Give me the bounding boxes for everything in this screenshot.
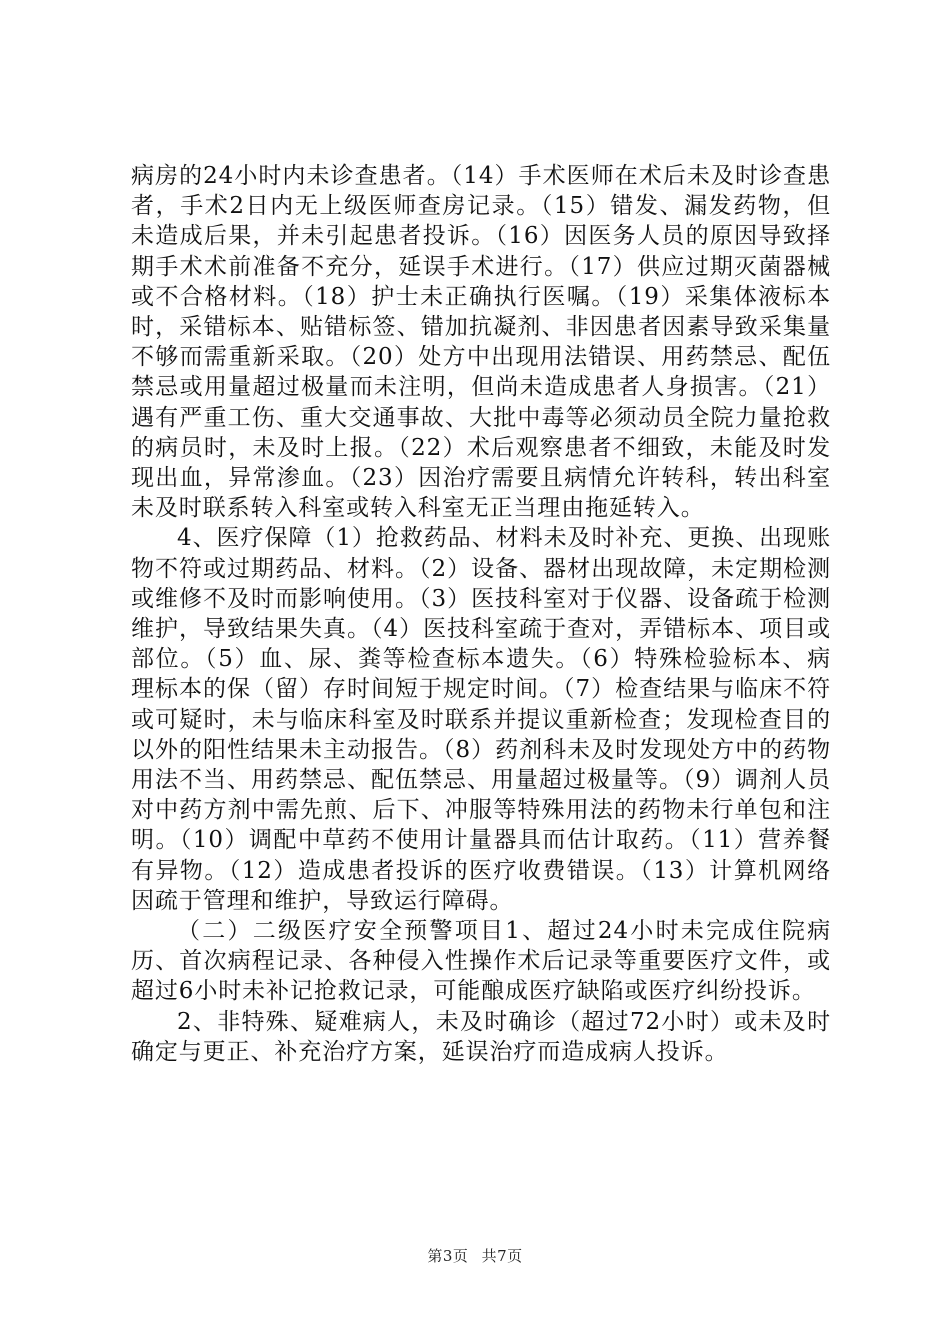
paragraph-1: 病房的24小时内未诊查患者。（14）手术医师在术后未及时诊查患者，手术2日内无上级医师查房记录。（15）错发、漏发药物，但未造成后果，并未引起患者投诉。（16）因医务人员的原因导致择期手术术前准备不充分，延误手术进行。（17）供应过期灭菌器械或不合格材料。（18）护士未正确执行医嘱。（19）采集体液标本时，采错标本、贴错标签、错加抗凝剂、非因患者因素导致采集量不够而需重新采取。（20）处方中出现用法错误、用药禁忌、配伍禁忌或用量超过极量而未注明，但尚未造成患者人身损害。（21）遇有严重工伤、重大交通事故、大批中毒等必须动员全院力量抢救的病员时，未及时上报。（22）术后观察患者不细致，未能及时发现出血，异常渗血。（23）因治疗需要且病情允许转科，转出科室未及时联系转入科室或转入科室无正当理由拖延转入。 <box>131 163 831 522</box>
paragraph-3: （二）二级医疗安全预警项目1、超过24小时未完成住院病历、首次病程记录、各种侵入性操作术后记录等重要医疗文件，或超过6小时未补记抢救记录，可能酿成医疗缺陷或医疗纠纷投诉。 <box>131 918 831 1005</box>
paragraph-2: 4、医疗保障（1）抢救药品、材料未及时补充、更换、出现账物不符或过期药品、材料。（2）设备、器材出现故障，未定期检测或维修不及时而影响使用。（3）医技科室对于仪器、设备疏于检测维护，导致结果失真。（4）医技科室疏于查对，弄错标本、项目或部位。（5）血、尿、粪等检查标本遗失。（6）特殊检验标本、病理标本的保（留）存时间短于规定时间。（7）检查结果与临床不符或可疑时，未与临床科室及时联系并提议重新检查；发现检查目的以外的阳性结果未主动报告。（8）药剂科未及时发现处方中的药物用法不当、用药禁忌、配伍禁忌、用量超过极量等。（9）调剂人员对中药方剂中需先煎、后下、冲服等特殊用法的药物未行单包和注明。（10）调配中草药不使用计量器具而估计取药。（11）营养餐有异物。（12）造成患者投诉的医疗收费错误。（13）计算机网络因疏于管理和维护，导致运行障碍。 <box>131 525 831 914</box>
page-footer <box>0 1245 950 1266</box>
document-body <box>131 161 831 1067</box>
page-number: 第3页 <box>427 1247 469 1265</box>
paragraph-4: 2、非特殊、疑难病人，未及时确诊（超过72小时）或未及时确定与更正、补充治疗方案，延误治疗而造成病人投诉。 <box>131 1008 831 1065</box>
page-total: 共7页 <box>481 1247 523 1265</box>
